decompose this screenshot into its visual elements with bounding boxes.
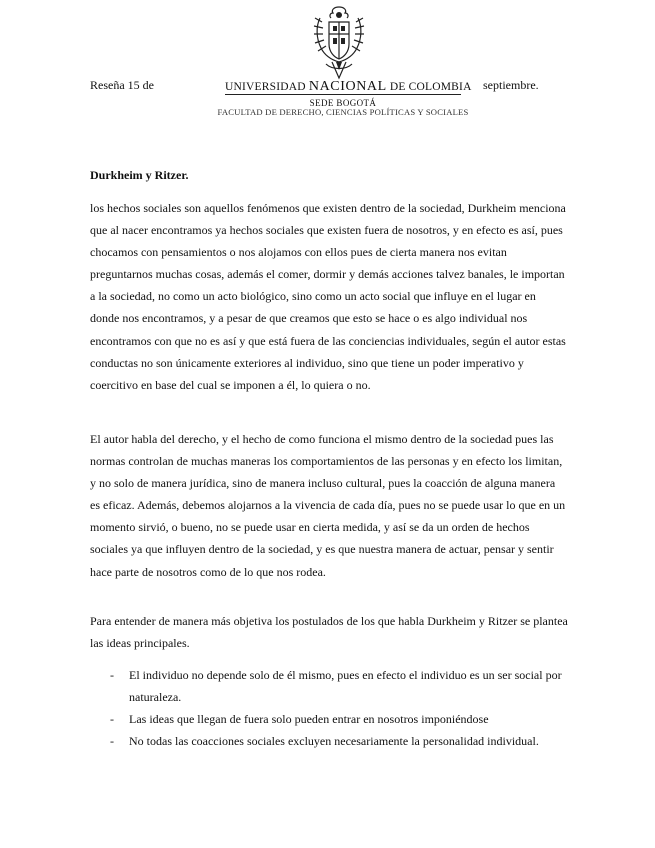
university-name bbox=[225, 79, 472, 95]
document-title: Durkheim y Ritzer. bbox=[90, 168, 189, 182]
bullet-text: No todas las coacciones sociales excluyen necesariamente la personalidad individual. bbox=[129, 734, 539, 749]
bullet-list bbox=[90, 664, 568, 752]
paragraph-2: El autor habla del derecho, y el hecho de como funciona el mismo dentro de la sociedad pues las normas controlan de muchas maneras los comportamientos de las personas y en efecto los limitan, y no solo de manera jurídica, sino de manera incluso cultural, pues la coacción de alguna manera es eficaz. Además, debemos alojarnos a la vivencia de cada día, pues no se puede usar lo que en un momento sirvió, o bueno, no se puede usar en cierta medida, y así se da un orden de hechos sociales ya que influyen dentro de la sociedad, y es que nuestra manera de actuar, pensar y sentir hace parte de nosotros como de lo que nos rodea. bbox=[90, 432, 566, 579]
university-name-underline bbox=[225, 94, 461, 95]
faculty-label: FACULTAD DE DERECHO, CIENCIAS POLÍTICAS Y SOCIALES bbox=[217, 107, 469, 117]
university-name-suffix: DE COLOMBIA bbox=[386, 81, 472, 93]
university-name-main: NACIONAL bbox=[308, 79, 387, 94]
header-left-text: Reseña 15 de bbox=[90, 78, 154, 92]
bullet-dash: - bbox=[110, 668, 114, 682]
list-item bbox=[90, 708, 568, 730]
paragraph-1: los hechos sociales son aquellos fenómenos que existen dentro de la sociedad, Durkheim menciona que al nacer encontramos ya hechos sociales que existen fuera de nosotros, y en efecto es así, pues chocamos con pensamientos o nos alojamos con ellos pues de cierta manera nos evitan preguntarnos muchas cosas, además el comer, dormir y demás acciones talvez banales, le importan a la sociedad, no como un acto biológico, sino como un acto social que influye en el lugar en donde nos encontramos, y a pesar de que creamos que esto se hace o es algo individual nos encontramos con que no es así y que está fuera de las conciencias individuales, según el autor estas conductas no son únicamente exteriores al individuo, sino que tiene un poder imperativo y coercitivo en base del cual se imponen a él, lo quiera o no. bbox=[90, 201, 566, 392]
list-item bbox=[90, 664, 568, 708]
bullet-dash: - bbox=[110, 712, 114, 727]
paragraph-3: Para entender de manera más objetiva los postulados de los que habla Durkheim y Ritzer se plantea las ideas principales. bbox=[90, 614, 568, 651]
bullet-text: Las ideas que llegan de fuera solo pueden entrar en nosotros imponiéndose bbox=[129, 712, 489, 727]
bullet-text: El individuo no depende solo de él mismo, pues en efecto el individuo es un ser social por naturaleza. bbox=[129, 668, 562, 705]
university-name-prefix: UNIVERSIDAD bbox=[225, 81, 309, 93]
bullet-dash: - bbox=[110, 734, 114, 749]
list-item bbox=[90, 730, 568, 752]
header-right-text: septiembre. bbox=[483, 78, 539, 92]
university-coat-of-arms-icon bbox=[312, 4, 366, 80]
sede-label: SEDE BOGOTÁ bbox=[309, 98, 377, 108]
